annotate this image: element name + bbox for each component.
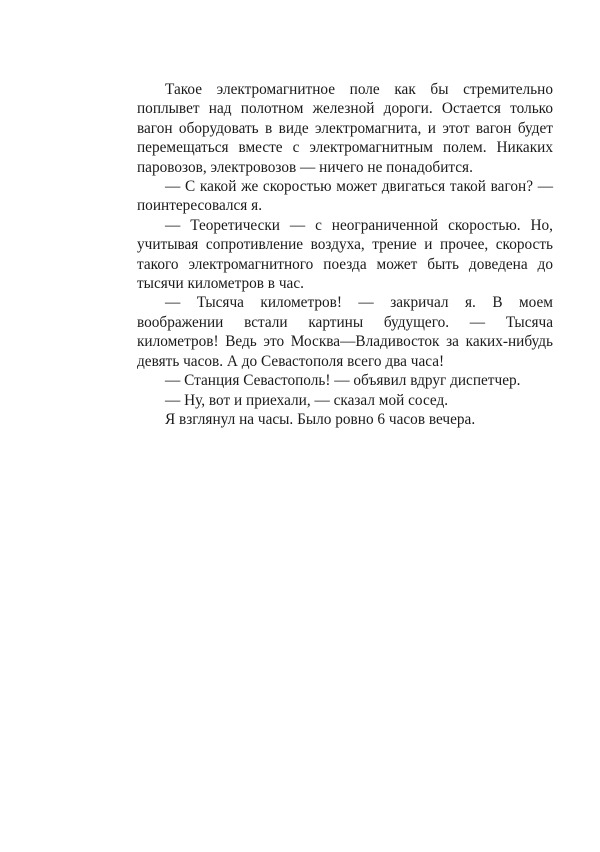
paragraph: — Теоретически — с неограниченной скоростью. Но, учитывая сопротивление воздуха, трение и прочее, скорость такого электромагнитного поезда может быть доведена до тысячи километров в час. xyxy=(137,216,553,293)
paragraph: — Тысяча километров! — закричал я. В моем воображении встали картины будущего. — Тысяча километров! Ведь это Москва—Владивосток за каких-нибудь девять часов. А до Севастополя всего два часа! xyxy=(137,294,553,370)
body-text xyxy=(137,80,553,429)
paragraph: — Ну, вот и приехали, — сказал мой сосед. xyxy=(165,391,449,409)
paragraph: — С какой же скоростью может двигаться такой вагон? — поинтересовался я. xyxy=(137,178,553,215)
paragraph: Я взглянул на часы. Было ровно 6 часов вечера. xyxy=(165,410,476,428)
paragraph: — Станция Севастополь! — объявил вдруг диспетчер. xyxy=(165,372,521,390)
paragraph: Такое электромагнитное поле как бы стремительно поплывет над полотном железной дороги. Остается только вагон оборудовать в виде электромагнита, и этот вагон будет перемещаться вместе с электромагнитным полем. Никаких паровозов, электровозов — ничего не понадобится. xyxy=(137,81,553,176)
